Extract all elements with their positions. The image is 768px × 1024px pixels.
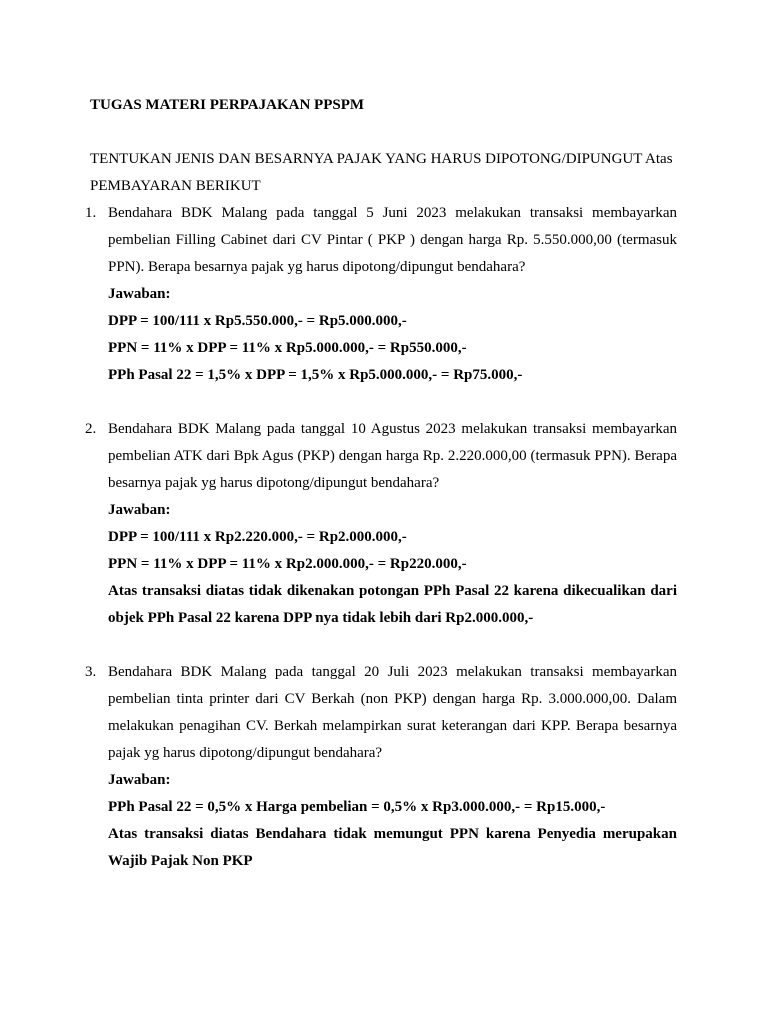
question-item-1 bbox=[85, 200, 677, 389]
answer-line: PPN = 11% x DPP = 11% x Rp5.000.000,- = Rp550.000,- bbox=[108, 340, 467, 356]
document-title: TUGAS MATERI PERPAJAKAN PPSPM bbox=[90, 97, 365, 113]
answer-line: DPP = 100/111 x Rp5.550.000,- = Rp5.000.000,- bbox=[108, 313, 407, 329]
question-item-3 bbox=[85, 659, 677, 875]
question-number: 2. bbox=[85, 421, 97, 437]
question-text: Bendahara BDK Malang pada tanggal 20 Juli 2023 melakukan transaksi membayarkan pembelian tinta printer dari CV Berkah (non PKP) dengan harga Rp. 3.000.000,00. Dalam melakukan penagihan CV. Berkah melampirkan surat keterangan dari KPP. Berapa besarnya pajak yg harus dipotong/dipungut bendahara? bbox=[108, 664, 677, 761]
document-body bbox=[85, 92, 677, 875]
answer-line: Atas transaksi diatas tidak dikenakan potongan PPh Pasal 22 karena dikecualikan dari objek PPh Pasal 22 karena DPP nya tidak lebih dari Rp2.000.000,- bbox=[108, 583, 677, 626]
question-list bbox=[85, 200, 677, 875]
instruction-text: TENTUKAN JENIS DAN BESARNYA PAJAK YANG HARUS DIPOTONG/DIPUNGUT Atas PEMBAYARAN BERIKUT bbox=[90, 151, 673, 194]
question-text: Bendahara BDK Malang pada tanggal 10 Agustus 2023 melakukan transaksi membayarkan pembelian ATK dari Bpk Agus (PKP) dengan harga Rp. 2.220.000,00 (termasuk PPN). Berapa besarnya pajak yg harus dipotong/dipungut bendahara? bbox=[108, 421, 677, 491]
question-number: 3. bbox=[85, 664, 97, 680]
answer-line: DPP = 100/111 x Rp2.220.000,- = Rp2.000.000,- bbox=[108, 529, 407, 545]
question-item-2 bbox=[85, 416, 677, 632]
answer-line: PPh Pasal 22 = 1,5% x DPP = 1,5% x Rp5.000.000,- = Rp75.000,- bbox=[108, 367, 523, 383]
answer-line: PPN = 11% x DPP = 11% x Rp2.000.000,- = Rp220.000,- bbox=[108, 556, 467, 572]
answer-line: Atas transaksi diatas Bendahara tidak memungut PPN karena Penyedia merupakan Wajib Pajak Non PKP bbox=[108, 826, 677, 869]
answer-line: PPh Pasal 22 = 0,5% x Harga pembelian = 0,5% x Rp3.000.000,- = Rp15.000,- bbox=[108, 799, 606, 815]
answer-label: Jawaban: bbox=[108, 286, 171, 302]
answer-label: Jawaban: bbox=[108, 502, 171, 518]
question-text: Bendahara BDK Malang pada tanggal 5 Juni 2023 melakukan transaksi membayarkan pembelian Filling Cabinet dari CV Pintar ( PKP ) dengan harga Rp. 5.550.000,00 (termasuk PPN). Berapa besarnya pajak yg harus dipotong/dipungut bendahara? bbox=[108, 205, 677, 275]
question-number: 1. bbox=[85, 205, 97, 221]
answer-label: Jawaban: bbox=[108, 772, 171, 788]
